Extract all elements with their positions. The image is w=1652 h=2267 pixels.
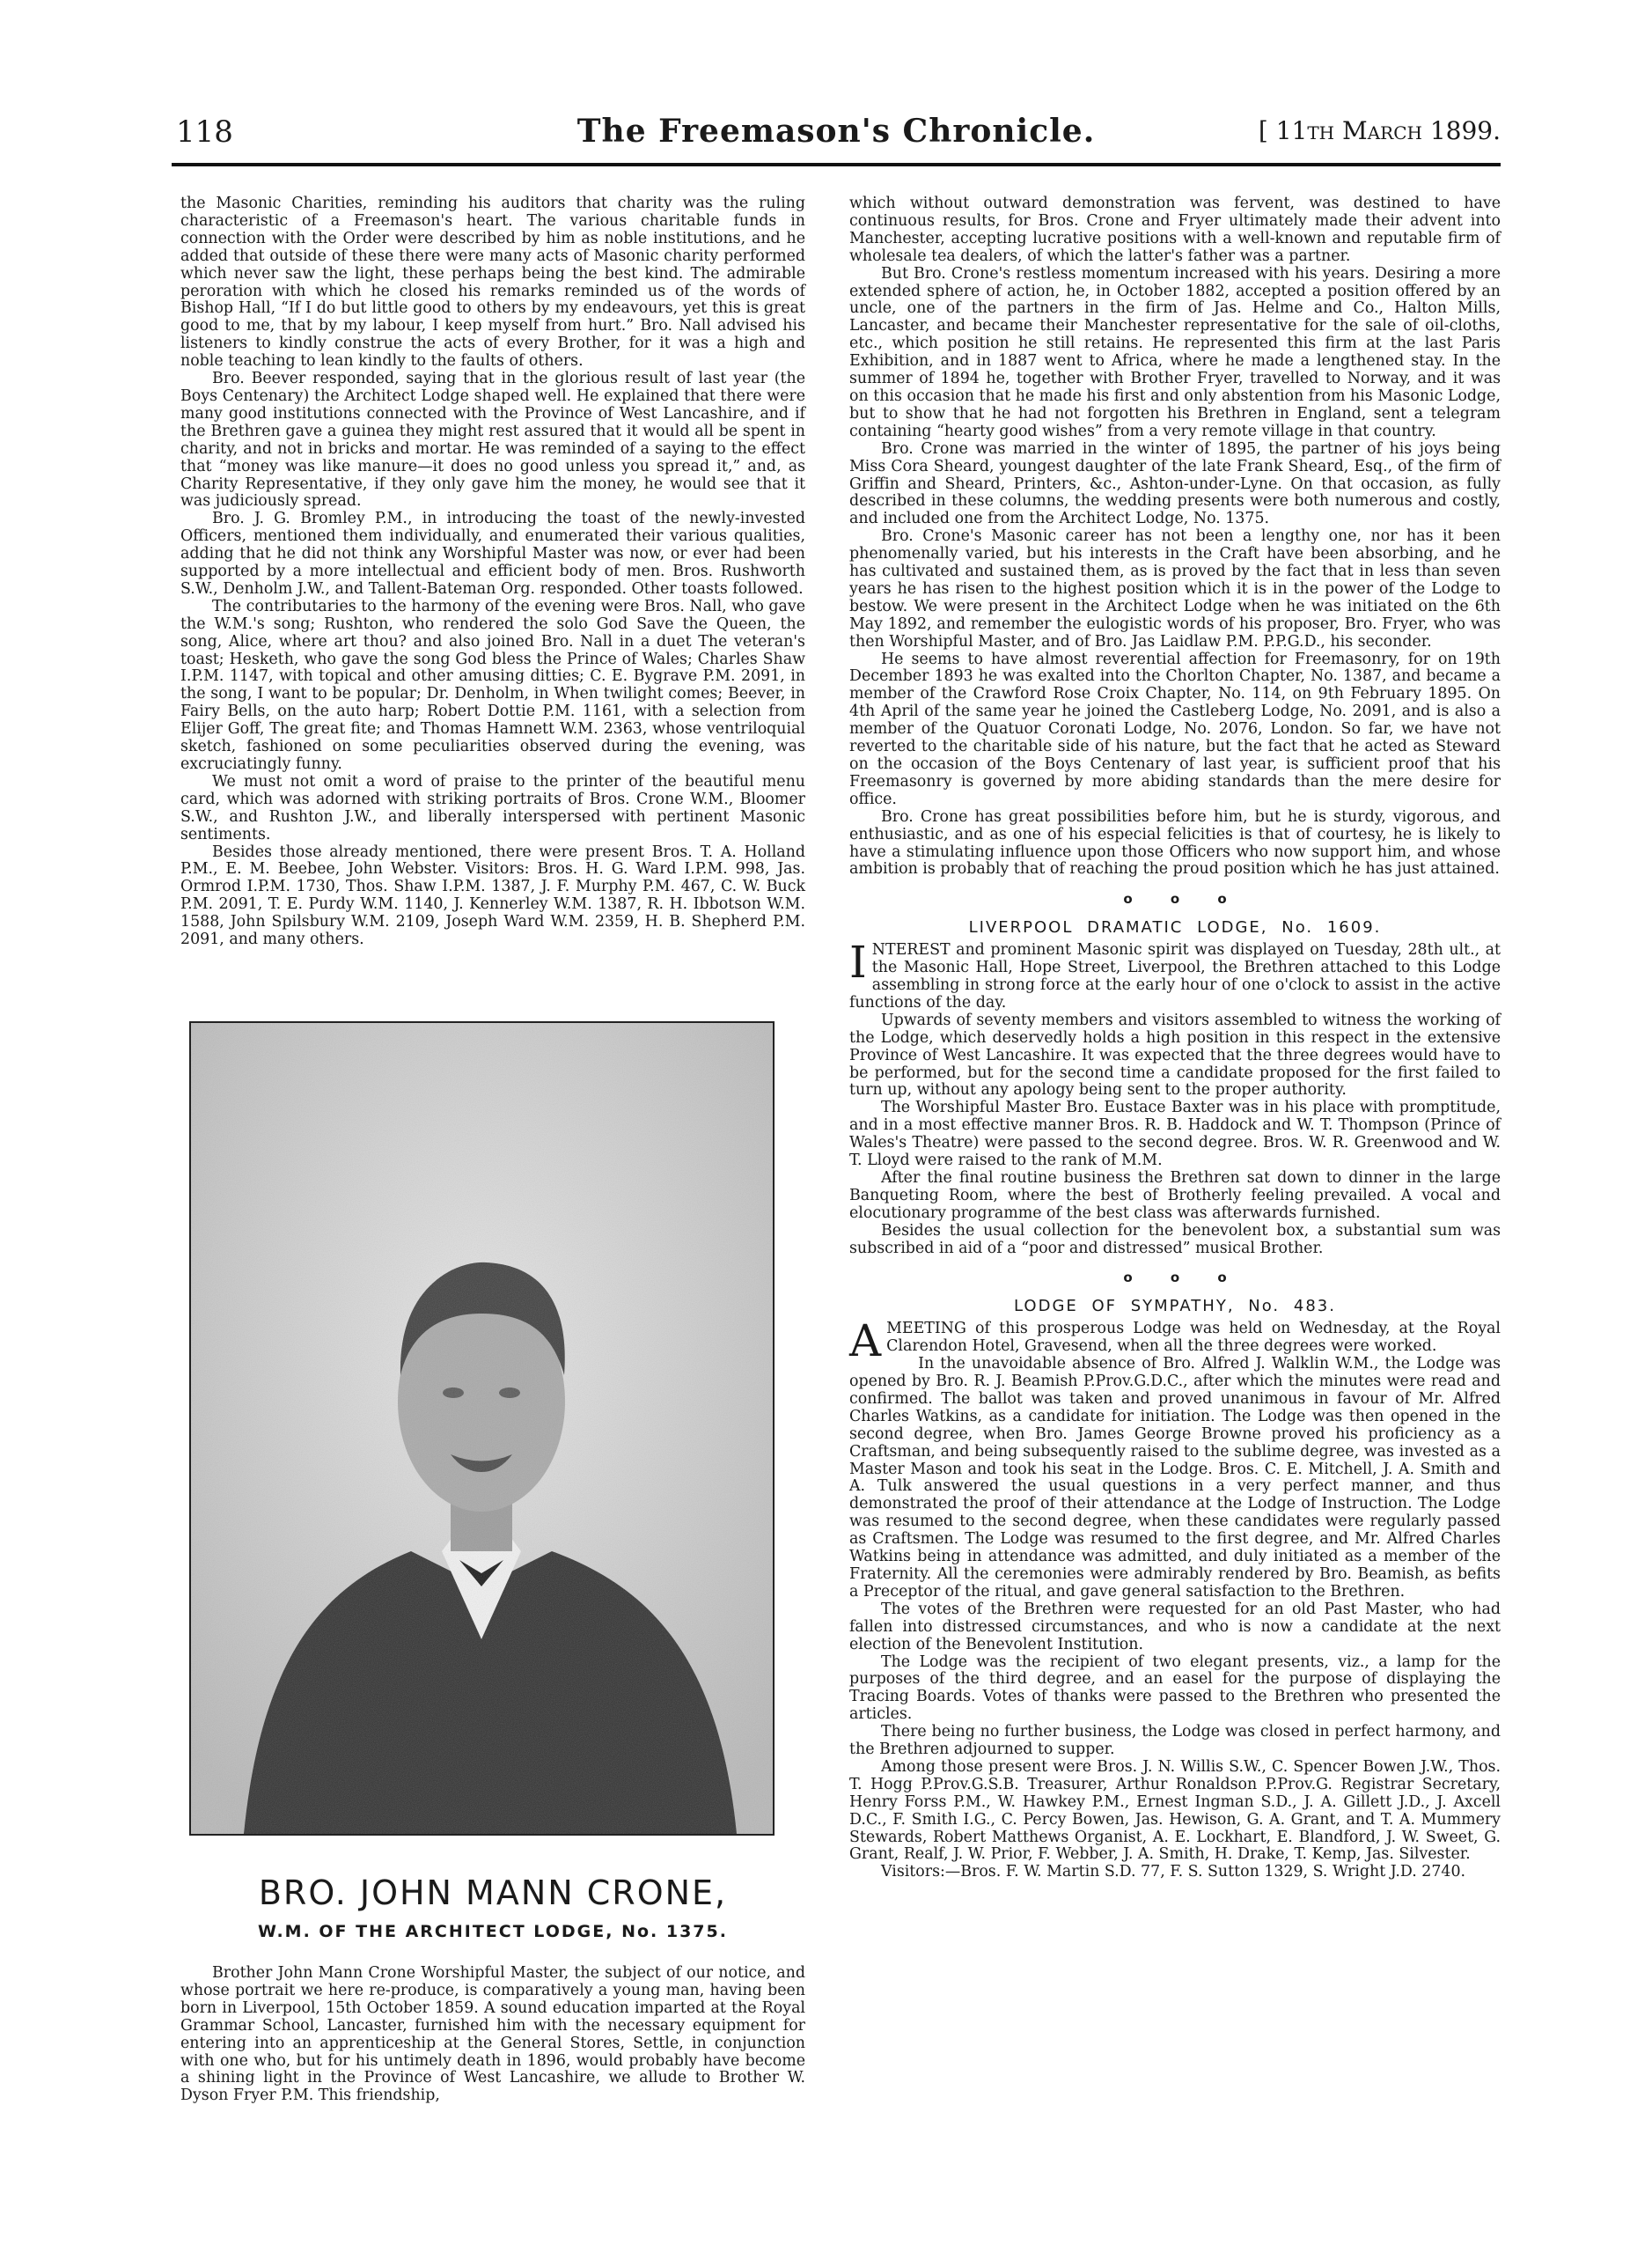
issue-date: [ 11th March 1899.	[1258, 116, 1501, 145]
paragraph: Bro. Crone has great possibilities before him, but he is sturdy, vigorous, and enthusiastic, and as one of his especial felicities is that of courtesy, he is likely to have a stimulating influence upon those Officers who now support him, and whose ambition is probably that of reaching the proud position which he has just attained.	[849, 807, 1501, 879]
paragraph: Bro. Beever responded, saying that in the glorious result of last year (the Boys Centenary) the Architect Lodge shaped well. He explained that there were many good institutions connected with the Province of West Lancashire, and if the Brethren gave a guinea they might rest assured that it would all be spent in charity, and not in bricks and mortar. He was reminded of a saying to the effect that “money was like manure—it does no good unless you spread it,” and, as Charity Representative, if they only gave him the money, he would see that it was judiciously spread.	[180, 370, 805, 511]
paragraph-text: NTEREST and prominent Masonic spirit was displayed on Tuesday, 28th ult., at the Masonic Hall, Hope Street, Liverpool, the Brethren attached to this Lodge assembling in strong force at the early hour of one o'clock to assist in the active functions of the day.	[849, 941, 1501, 1012]
portrait-illustration	[191, 1023, 773, 1834]
paragraph: Bro. Crone's Masonic career has not been a lengthy one, nor has it been phenomenally varied, but his interests in the Craft have been absorbing, and he has cultivated and sustained them, as is proved by the fact that in less than seven years he has risen to the highest position which it is in the power of the Lodge to bestow. We were present in the Architect Lodge when he was initiated on the 6th May 1892, and remember the eulogistic words of his proposer, Bro. Fryer, who was then Worshipful Master, and of Bro. Jas Laidlaw P.M. P.P.G.D., his seconder.	[849, 527, 1501, 651]
paragraph: Bro. Crone was married in the winter of 1895, the partner of his joys being Miss Cora Sheard, youngest daughter of the late Frank Sheard, Esq., of the firm of Griffin and Sheard, Printers, &c., Ashton-under-Lyne. On that occasion, as fully described in these columns, the wedding presents were both numerous and costly, and included one from the Architect Lodge, No. 1375.	[849, 439, 1501, 528]
portrait-caption-name: BRO. JOHN MANN CRONE,	[258, 1873, 728, 1912]
page-header	[172, 106, 1501, 158]
paragraph: Besides those already mentioned, there were present Bros. T. A. Holland P.M., E. M. Beebee, John Webster. Visitors: Bros. H. G. Ward I.P.M. 998, Jas. Ormrod I.P.M. 1730, Thos. Shaw I.P.M. 1387, J. F. Murphy P.M. 467, C. W. Buck P.M. 2091, T. E. Purdy W.M. 1140, J. Kennerley W.M. 1387, R. H. Ibbotson W.M. 1588, John Spilsbury W.M. 2109, Joseph Ward W.M. 2359, H. B. Shepherd P.M. 2091, and many others.	[180, 843, 805, 949]
paragraph: which without outward demonstration was fervent, was destined to have continuous results, for Bros. Crone and Fryer ultimately made their advent into Manchester, accepting lucrative positions with a well-known and reputable firm of wholesale tea dealers, of which the latter's father was a partner.	[849, 195, 1501, 265]
paragraph-text: MEETING of this prosperous Lodge was held on Wednesday, at the Royal Clarendon Hotel, Gravesend, when all the three degrees were worked.	[886, 1320, 1501, 1356]
left-column-article	[180, 195, 805, 949]
paragraph: Upwards of seventy members and visitors assembled to witness the working of the Lodge, which deservedly holds a high position in this respect in the extensive Province of West Lancashire. It was expected that the three degrees would have to be performed, but for the second time a candidate proposed for the first failed to turn up, without any apology being sent to the proper authority.	[849, 1011, 1501, 1100]
paragraph: Besides the usual collection for the benevolent box, a substantial sum was subscribed in aid of a “poor and distressed” musical Brother.	[849, 1221, 1501, 1257]
paragraph: The votes of the Brethren were requested for an old Past Master, who had fallen into distressed circumstances, and who is now a candidate at the next election of the Benevolent Institution.	[849, 1600, 1501, 1653]
paragraph: He seems to have almost reverential affection for Freemasonry, for on 19th December 1893 he was exalted into the Chorlton Chapter, No. 1387, and became a member of the Crawford Rose Croix Chapter, No. 114, on 9th February 1895. On 4th April of the same year he joined the Castleberg Lodge, No. 2091, and is also a member of the Quatuor Coronati Lodge, No. 2076, London. So far, we have not reverted to the charitable side of his nature, but the fact that he acted as Steward on the occasion of the Boys Centenary of last year, is sufficient proof that his Freemasonry is governed by more abiding standards than the mere desire for office.	[849, 650, 1501, 808]
right-column	[849, 195, 1501, 1881]
paragraph: The Lodge was the recipient of two elegant presents, viz., a lamp for the purposes of the third degree, and an easel for the purpose of displaying the Tracing Boards. Votes of thanks were passed to the Brethren who presented the articles.	[849, 1652, 1501, 1724]
paragraph: Visitors:—Bros. F. W. Martin S.D. 77, F. S. Sutton 1329, S. Wright J.D. 2740.	[881, 1863, 1466, 1881]
paragraph: Among those present were Bros. J. N. Willis S.W., C. Spencer Bowen J.W., Thos. T. Hogg P.Prov.G.S.B. Treasurer, Arthur Ronaldson P.Prov.G. Registrar Secretary, Henry Forss P.M., W. Hawkey P.M., Ernest Ingman S.D., J. A. Gillett J.D., J. Axcell D.C., F. Smith I.G., C. Percy Bowen, Jas. Hewison, G. A. Grant, and T. A. Mummery Stewards, Robert Matthews Organist, A. E. Lockhart, E. Blandford, J. W. Sweet, G. Grant, Realf, J. W. Prior, F. Webber, J. A. Smith, H. Drake, T. Kemp, Jas. Silvester.	[849, 1757, 1501, 1864]
portrait-image	[189, 1021, 775, 1836]
page-number: 118	[176, 114, 233, 150]
paragraph: The contributaries to the harmony of the evening were Bros. Nall, who gave the W.M.'s song; Rushton, who rendered the solo God Save the Queen, the song, Alice, where art thou? and also joined Bro. Nall in a duet The veteran's toast; Hesketh, who gave the song God bless the Prince of Wales; Charles Shaw I.P.M. 1147, with topical and other amusing ditties; C. E. Bygrave P.M. 2091, in the song, I want to be popular; Dr. Denholm, in When twilight comes; Beever, in Fairy Bells, on the auto harp; Robert Dottie P.M. 1161, with a selection from Elijer Goff, The great fite; and Thomas Hamnett W.M. 2363, whose ventriloquial sketch, fashioned on some peculiarities observed during the evening, was excruciatingly funny.	[180, 597, 805, 773]
section-heading-sympathy: LODGE OF SYMPATHY, No. 483.	[1014, 1297, 1336, 1316]
drop-cap: I	[849, 937, 867, 989]
paragraph: the Masonic Charities, reminding his auditors that charity was the ruling characteristic of a Freemason's heart. The various charitable funds in connection with the Order were described by him as noble institutions, and he added that outside of these there were many acts of Masonic charity performed which never saw the light, these perhaps being the best kind. The admirable peroration with which he closed his remarks reminded us of the words of Bishop Hall, “If I do but little good to others by my endeavours, yet this is great good to me, that by my labour, I keep myself from hurt.” Bro. Nall advised his listeners to kindly construe the acts of every Brother, for it was a high and noble teaching to lean kindly to the faults of others.	[180, 195, 805, 371]
biography	[180, 1965, 805, 2105]
paragraph: In the unavoidable absence of Bro. Alfred J. Walklin W.M., the Lodge was opened by Bro. R. J. Beamish P.Prov.G.D.C., after which the minutes were read and confirmed. The ballot was taken and proved unanimous in favour of Mr. Alfred Charles Watkins, as a candidate for initiation. The Lodge was then opened in the second degree, when Bro. James George Browne proved his proficiency as a Craftsman, and being subsequently raised to the sublime degree, was invested as a Master Mason and took his seat in the Lodge. Bros. C. E. Mitchell, J. A. Smith and A. Tulk answered the usual questions in a very perfect manner, and thus demonstrated the proof of their attendance at the Lodge of Instruction. The Lodge was resumed to the second degree, when these candidates were regularly passed as Craftsmen. The Lodge was resumed to the first degree, and Mr. Alfred Charles Watkins being in attendance was admitted, and duly initiated as a member of the Fraternity. All the ceremonies were admirably rendered by Bro. Beamish, as befits a Preceptor of the ritual, and gave general satisfaction to the Brethren.	[849, 1355, 1501, 1601]
section-separator: o o o	[1123, 891, 1227, 908]
paragraph: But Bro. Crone's restless momentum increased with his years. Desiring a more extended sphere of action, he, in October 1882, accepted a position offered by an uncle, one of the partners in the firm of Jas. Helme and Co., Halton Mills, Lancaster, and became their Manchester representative for the sale of oil-cloths, etc., which position he still retains. He represented this firm at the last Paris Exhibition, and in 1887 went to Africa, where he made a lengthened stay. In the summer of 1894 he, together with Brother Fryer, travelled to Norway, and it was on this occasion that he made his first and only abstention from his Masonic Lodge, but to show that he had not forgotten his Brethren in England, sent a telegram containing “hearty good wishes” from a very remote village in that country.	[849, 264, 1501, 440]
paragraph: The Worshipful Master Bro. Eustace Baxter was in his place with promptitude, and in a most effective manner Bros. R. B. Haddock and W. T. Thompson (Prince of Wales's Theatre) were passed to the second degree. Bros. W. R. Greenwood and W. T. Lloyd were raised to the rank of M.M.	[849, 1099, 1501, 1170]
paragraph: There being no further business, the Lodge was closed in perfect harmony, and the Brethren adjourned to supper.	[849, 1723, 1501, 1759]
paragraph: Bro. J. G. Bromley P.M., in introducing the toast of the newly-invested Officers, mentioned them individually, and enumerated their various qualities, adding that he did not think any Worshipful Master was now, or ever had been supported by a more intellectual and efficient body of men. Bros. Rushworth S.W., Denholm J.W., and Tallent-Bateman Org. responded. Other toasts followed.	[180, 510, 805, 598]
paragraph: Brother John Mann Crone Worshipful Master, the subject of our notice, and whose portrait we here re-produce, is comparatively a young man, having been born in Liverpool, 15th October 1859. A sound education imparted at the Royal Grammar School, Lancaster, furnished him with the necessary equipment for entering into an apprenticeship at the General Stores, Settle, in conjunction with one who, but for his untimely death in 1896, would probably have become a shining light in the Province of West Lancashire, we allude to Brother W. Dyson Fryer P.M. This friendship,	[180, 1964, 805, 2105]
section-separator: o o o	[1123, 1270, 1227, 1286]
paragraph: After the final routine business the Brethren sat down to dinner in the large Banqueting Room, where the best of Brotherly feeling prevailed. A vocal and elocutionary programme of the best class was afterwards furnished.	[849, 1168, 1501, 1222]
portrait-caption-title: W.M. OF THE ARCHITECT LODGE, No. 1375.	[258, 1922, 728, 1941]
paragraph: We must not omit a word of praise to the printer of the beautiful menu card, which was adorned with striking portraits of Bros. Crone W.M., Bloomer S.W., and Rushton J.W., and liberally interspersed with pertinent Masonic sentiments.	[180, 772, 805, 843]
drop-cap: A	[849, 1315, 882, 1367]
publication-title: The Freemason's Chronicle.	[576, 113, 1096, 150]
paragraph	[849, 937, 1501, 1012]
header-rule	[172, 163, 1501, 166]
paragraph	[849, 1315, 1501, 1367]
section-heading-liverpool: LIVERPOOL DRAMATIC LODGE, No. 1609.	[968, 918, 1382, 938]
